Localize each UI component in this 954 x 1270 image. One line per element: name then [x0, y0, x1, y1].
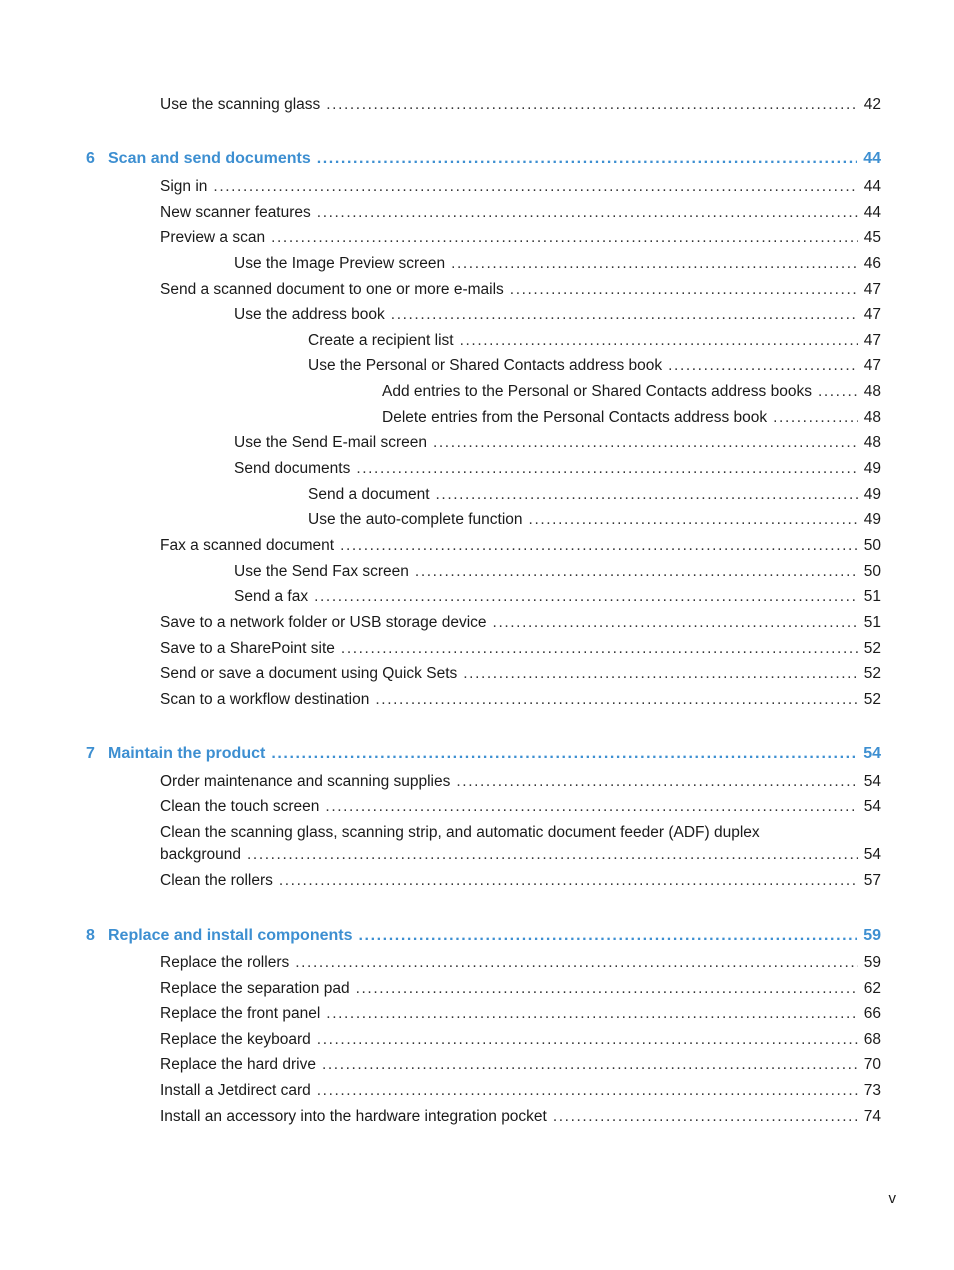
toc-entry[interactable]	[160, 639, 881, 659]
toc-entry-title: Sign in	[160, 178, 208, 195]
toc-entry-page: 48	[863, 383, 881, 400]
toc-entry-page: 44	[863, 178, 881, 195]
dot-leader	[818, 382, 858, 402]
chapter-title-text: Scan and send documents	[108, 150, 311, 167]
toc-entry-page: 47	[863, 281, 881, 298]
toc-entry-title: Replace the rollers	[160, 954, 290, 971]
toc-entry[interactable]	[234, 562, 881, 582]
chapter-title	[86, 744, 265, 764]
toc-entry-title: Replace the keyboard	[160, 1031, 311, 1048]
toc-entry-title: Add entries to the Personal or Shared Contacts address books	[382, 383, 812, 400]
toc-entry-title: Replace the separation pad	[160, 980, 350, 997]
chapter-title	[86, 926, 353, 946]
toc-entry-page: 59	[863, 954, 881, 971]
toc-entry[interactable]	[308, 485, 881, 505]
toc-entry-title-line1[interactable]: Clean the scanning glass, scanning strip, and automatic document feeder (ADF) duplex	[160, 824, 760, 841]
toc-entry-title: Delete entries from the Personal Contacts address book	[382, 409, 768, 426]
dot-leader	[529, 510, 858, 530]
dot-leader	[463, 664, 858, 684]
toc-entry-title: Use the scanning glass	[160, 96, 321, 113]
toc-entry[interactable]	[234, 587, 881, 607]
toc-entry-page: 57	[863, 872, 881, 889]
toc-entry-page: 47	[863, 357, 881, 374]
dot-leader	[456, 772, 857, 792]
toc-entry-title: Use the auto-complete function	[308, 511, 523, 528]
dot-leader	[271, 744, 857, 764]
toc-entry-page: 46	[863, 255, 881, 272]
toc-chapter-8[interactable]	[86, 926, 881, 946]
chapter-page: 59	[863, 927, 881, 944]
toc-entry[interactable]	[160, 664, 881, 684]
toc-entry[interactable]	[234, 305, 881, 325]
dot-leader	[436, 485, 858, 505]
toc-entry-title-line2: background	[160, 846, 242, 863]
toc-entry[interactable]	[234, 254, 881, 274]
toc-entry-title: Save to a network folder or USB storage device	[160, 614, 487, 631]
toc-entry-page: 52	[863, 665, 881, 682]
toc-entry-page: 52	[863, 640, 881, 657]
dot-leader	[247, 845, 858, 865]
chapter-number: 8	[86, 927, 95, 944]
dot-leader	[326, 1004, 857, 1024]
dot-leader	[356, 979, 858, 999]
toc-entry-page: 49	[863, 511, 881, 528]
dot-leader	[340, 536, 858, 556]
dot-leader	[391, 305, 858, 325]
toc-entry[interactable]	[160, 772, 881, 792]
toc-entry-title: Order maintenance and scanning supplies	[160, 773, 451, 790]
toc-entry-title: Use the Personal or Shared Contacts address book	[308, 357, 663, 374]
toc-entry[interactable]	[160, 1107, 881, 1127]
toc-entry-title: Send a scanned document to one or more e-mails	[160, 281, 504, 298]
toc-entry[interactable]	[234, 459, 881, 479]
toc-entry-title: Send a document	[308, 486, 430, 503]
dot-leader	[322, 1055, 858, 1075]
toc-entry-page: 52	[863, 691, 881, 708]
dot-leader	[493, 613, 858, 633]
toc-entry[interactable]	[382, 408, 881, 428]
dot-leader	[356, 459, 857, 479]
toc-entry-page: 48	[863, 409, 881, 426]
page-number: v	[888, 1190, 896, 1207]
toc-entry[interactable]	[160, 1004, 881, 1024]
dot-leader	[460, 331, 858, 351]
dot-leader	[326, 95, 857, 115]
toc-entry[interactable]	[160, 953, 881, 973]
dot-leader	[279, 871, 858, 891]
toc-entry-title: Scan to a workflow destination	[160, 691, 370, 708]
chapter-title-text: Maintain the product	[108, 745, 266, 762]
toc-entry-page: 54	[863, 773, 881, 790]
toc-entry[interactable]	[160, 228, 881, 248]
toc-entry-title: Send or save a document using Quick Sets	[160, 665, 458, 682]
dot-leader	[341, 639, 858, 659]
toc-entry[interactable]	[308, 510, 881, 530]
chapter-title-text: Replace and install components	[108, 927, 353, 944]
toc-entry-page: 51	[863, 614, 881, 631]
toc-entry-title: Send documents	[234, 460, 351, 477]
dot-leader	[325, 797, 857, 817]
dot-leader	[415, 562, 858, 582]
dot-leader	[317, 203, 858, 223]
toc-entry[interactable]	[160, 177, 881, 197]
dot-leader	[553, 1107, 858, 1127]
toc-entry-page: 70	[863, 1056, 881, 1073]
toc-entry[interactable]	[160, 203, 881, 223]
toc-entry[interactable]	[160, 1055, 881, 1075]
toc-entry-page: 42	[863, 96, 881, 113]
dot-leader	[433, 433, 858, 453]
toc-entry[interactable]	[160, 845, 881, 865]
toc-entry[interactable]	[160, 979, 881, 999]
toc-entry-page: 49	[863, 486, 881, 503]
dot-leader	[451, 254, 858, 274]
toc-entry[interactable]	[160, 871, 881, 891]
dot-leader	[295, 953, 858, 973]
dot-leader	[510, 280, 858, 300]
toc-entry-title: Save to a SharePoint site	[160, 640, 335, 657]
toc-entry-page: 73	[863, 1082, 881, 1099]
toc-entry[interactable]	[160, 280, 881, 300]
toc-entry-page: 50	[863, 537, 881, 554]
toc-entry-page: 74	[863, 1108, 881, 1125]
toc-entry[interactable]	[160, 95, 881, 115]
toc-entry-title: Send a fax	[234, 588, 309, 605]
toc-entry-title: Clean the touch screen	[160, 798, 320, 815]
dot-leader	[773, 408, 858, 428]
toc-entry[interactable]	[160, 797, 881, 817]
toc-entry-page: 47	[863, 306, 881, 323]
chapter-page: 44	[863, 150, 881, 167]
toc-entry[interactable]	[308, 331, 881, 351]
toc-entry-page: 45	[863, 229, 881, 246]
dot-leader	[317, 1081, 858, 1101]
toc-entry-title: Fax a scanned document	[160, 537, 335, 554]
dot-leader	[359, 926, 858, 946]
toc-entry-title: Use the Send E-mail screen	[234, 434, 427, 451]
chapter-title	[86, 149, 311, 169]
toc-entry-page: 66	[863, 1005, 881, 1022]
toc-entry-title: Install a Jetdirect card	[160, 1082, 311, 1099]
toc-entry-title: Install an accessory into the hardware integration pocket	[160, 1108, 547, 1125]
dot-leader	[668, 356, 858, 376]
toc-entry-title: Replace the hard drive	[160, 1056, 316, 1073]
toc-chapter-6[interactable]	[86, 149, 881, 169]
toc-entry[interactable]	[308, 356, 881, 376]
chapter-page: 54	[863, 745, 881, 762]
toc-entry[interactable]	[160, 1081, 881, 1101]
dot-leader	[271, 228, 858, 248]
dot-leader	[314, 587, 858, 607]
dot-leader	[317, 149, 857, 169]
toc-entry-title: Replace the front panel	[160, 1005, 321, 1022]
toc-entry-page: 54	[863, 846, 881, 863]
toc-entry-page: 50	[863, 563, 881, 580]
toc-entry[interactable]	[160, 613, 881, 633]
chapter-number: 7	[86, 745, 95, 762]
toc-entry-page: 48	[863, 434, 881, 451]
toc-entry-page: 62	[863, 980, 881, 997]
toc-entry-title: Use the address book	[234, 306, 385, 323]
toc-entry[interactable]	[234, 433, 881, 453]
toc-entry-page: 49	[863, 460, 881, 477]
toc-entry[interactable]	[160, 690, 881, 710]
toc-entry-title: Use the Send Fax screen	[234, 563, 409, 580]
toc-entry-title: New scanner features	[160, 204, 311, 221]
toc-entry[interactable]	[160, 536, 881, 556]
toc-entry-page: 44	[863, 204, 881, 221]
toc-entry-title: Preview a scan	[160, 229, 266, 246]
toc-entry[interactable]	[160, 1030, 881, 1050]
dot-leader	[317, 1030, 858, 1050]
toc-entry-page: 68	[863, 1031, 881, 1048]
dot-leader	[375, 690, 857, 710]
toc-entry-page: 54	[863, 798, 881, 815]
chapter-number: 6	[86, 150, 95, 167]
toc-entry-page: 47	[863, 332, 881, 349]
toc-entry[interactable]	[382, 382, 881, 402]
dot-leader	[213, 177, 857, 197]
toc-entry-title: Create a recipient list	[308, 332, 454, 349]
toc-entry-page: 51	[863, 588, 881, 605]
toc-chapter-7[interactable]	[86, 744, 881, 764]
toc-entry-title: Use the Image Preview screen	[234, 255, 446, 272]
toc-entry-title: Clean the rollers	[160, 872, 273, 889]
